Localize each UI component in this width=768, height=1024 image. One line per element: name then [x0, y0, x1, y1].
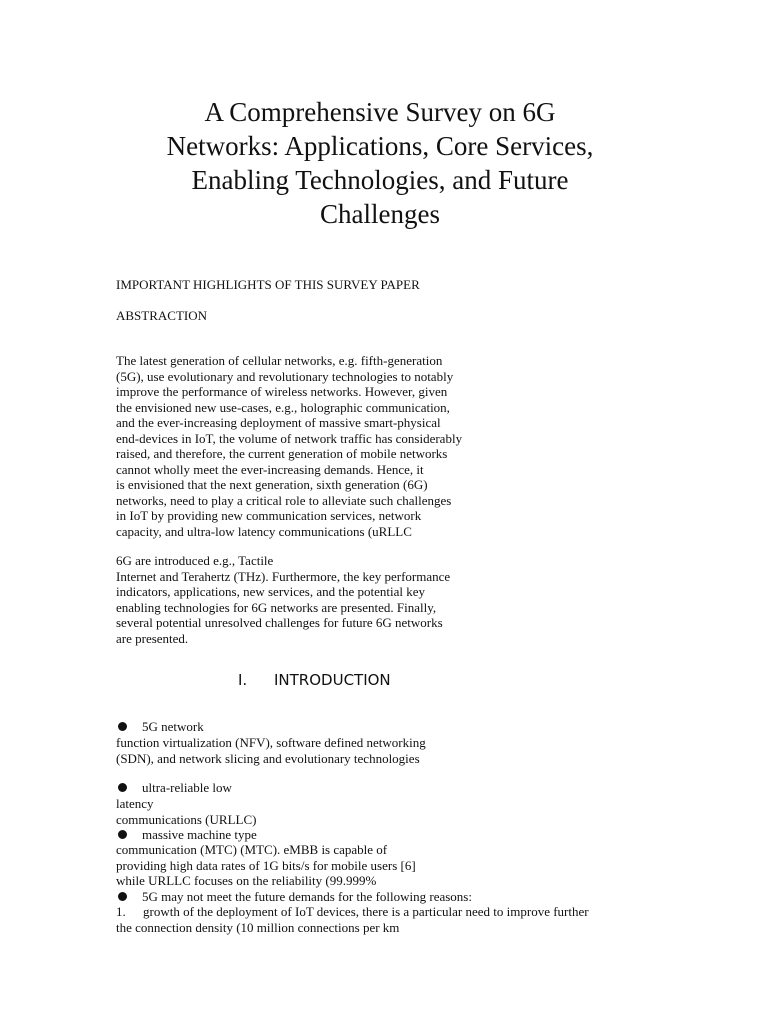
text-line: providing high data rates of 1G bits/s for mobile users [6] [116, 857, 416, 873]
list-item [116, 780, 232, 796]
text-line: improve the performance of wireless networks. However, given [116, 384, 448, 399]
text-line: and the ever-increasing deployment of massive smart-physical [116, 415, 441, 430]
text-line: enabling technologies for 6G networks are presented. Finally, [116, 599, 437, 615]
text-line: several potential unresolved challenges for future 6G networks [116, 615, 443, 630]
text-line: latency [116, 796, 154, 811]
text-line: in IoT by providing new communication services, network [116, 508, 422, 523]
bullet-icon [118, 892, 127, 901]
title-line: Challenges [320, 199, 440, 229]
list-item [116, 827, 257, 843]
text-line: cannot wholly meet the ever-increasing demands. Hence, it [116, 461, 424, 477]
bullet-continuation [116, 735, 426, 766]
text-line: is envisioned that the next generation, sixth generation (6G) [116, 477, 428, 492]
section-number: I. [238, 671, 248, 689]
list-item [116, 719, 204, 735]
item-number: 1. [116, 904, 126, 919]
text-line: Internet and Terahertz (THz). Furthermore, the key performance [116, 568, 451, 584]
paper-title [100, 95, 660, 231]
abstract-paragraph-2 [116, 553, 450, 646]
title-line: Networks: Applications, Core Services, [166, 131, 594, 161]
text-line: function virtualization (NFV), software defined networking [116, 735, 426, 750]
text-line: (5G), use evolutionary and revolutionary technologies to notably [116, 368, 454, 384]
text-line: indicators, applications, new services, and the potential key [116, 584, 426, 599]
bullet-text: ultra-reliable low [142, 780, 232, 795]
bullet-icon [118, 830, 127, 839]
text-line: end-devices in IoT, the volume of network traffic has considerably [116, 430, 463, 446]
text-line: raised, and therefore, the current generation of mobile networks [116, 446, 448, 461]
abstract-paragraph-1 [116, 353, 462, 539]
item-text: growth of the deployment of IoT devices, there is a particular need to improve further [143, 904, 589, 919]
title-line: A Comprehensive Survey on 6G [204, 97, 556, 127]
bullet-text: 5G may not meet the future demands for the following reasons: [142, 889, 472, 904]
text-line: while URLLC focuses on the reliability (99.999% [116, 873, 377, 888]
section-heading-introduction [238, 671, 391, 689]
bullet-icon [118, 722, 127, 731]
bullet-icon [118, 783, 127, 792]
list-item [116, 889, 472, 905]
text-line: the connection density (10 million connections per km [116, 920, 400, 935]
bullet-text: massive machine type [142, 827, 257, 842]
text-line: The latest generation of cellular networks, e.g. fifth-generation [116, 353, 443, 368]
text-line: the envisioned new use-cases, e.g., holographic communication, [116, 399, 450, 415]
text-line: are presented. [116, 630, 189, 646]
text-line: networks, need to play a critical role to alleviate such challenges [116, 492, 452, 508]
bullet-continuation [116, 842, 416, 889]
text-line: communications (URLLC) [116, 811, 257, 827]
numbered-item-continuation [116, 920, 399, 936]
title-line: Enabling Technologies, and Future [191, 165, 569, 195]
text-line: 6G are introduced e.g., Tactile [116, 553, 274, 568]
text-line: (SDN), and network slicing and evolutionary technologies [116, 750, 420, 766]
numbered-item [116, 904, 589, 920]
text-line: capacity, and ultra-low latency communications (uRLLC [116, 523, 412, 539]
text-line: communication (MTC) (MTC). eMBB is capable of [116, 842, 388, 857]
bullet-text: 5G network [142, 719, 204, 734]
section-title: INTRODUCTION [274, 671, 391, 689]
highlights-heading: IMPORTANT HIGHLIGHTS OF THIS SURVEY PAPER [116, 277, 420, 292]
abstract-heading: ABSTRACTION [116, 308, 208, 323]
bullet-continuation [116, 796, 256, 827]
